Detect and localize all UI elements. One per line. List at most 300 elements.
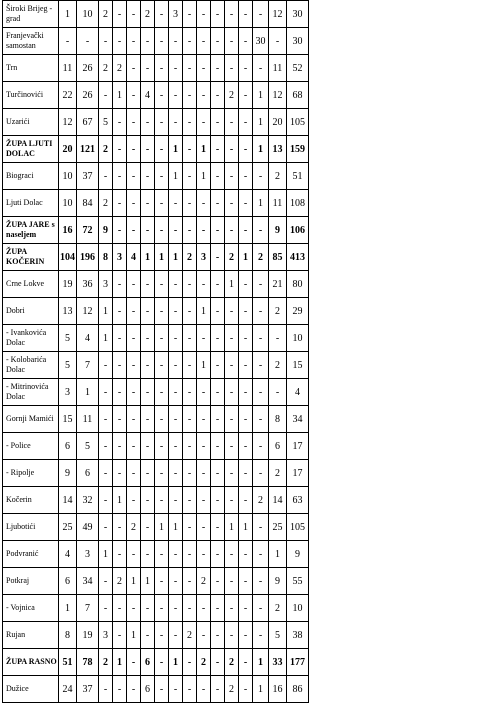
- table-cell: -: [225, 55, 239, 82]
- table-cell: -: [169, 676, 183, 703]
- table-row: [3, 487, 309, 514]
- table-cell: -: [155, 460, 169, 487]
- table-cell: -: [169, 325, 183, 352]
- table-cell: -: [211, 55, 225, 82]
- table-cell: 1: [197, 163, 211, 190]
- table-cell: 9: [59, 460, 77, 487]
- table-cell: 78: [77, 649, 99, 676]
- table-cell: -: [269, 325, 287, 352]
- table-cell: 7: [77, 595, 99, 622]
- table-cell: -: [239, 433, 253, 460]
- table-cell: -: [239, 352, 253, 379]
- table-cell: -: [239, 136, 253, 163]
- table-cell: 14: [59, 487, 77, 514]
- table-cell: -: [225, 541, 239, 568]
- table-cell: -: [197, 190, 211, 217]
- table-cell: 25: [59, 514, 77, 541]
- table-cell: 80: [287, 271, 309, 298]
- table-cell: -: [169, 595, 183, 622]
- table-cell: 20: [269, 109, 287, 136]
- table-cell: -: [141, 28, 155, 55]
- table-cell: -: [253, 352, 269, 379]
- table-cell: -: [155, 136, 169, 163]
- table-cell: -: [183, 190, 197, 217]
- table-cell: -: [155, 82, 169, 109]
- table-cell: -: [141, 541, 155, 568]
- table-cell: -: [113, 298, 127, 325]
- table-cell: 177: [287, 649, 309, 676]
- table-cell: -: [183, 514, 197, 541]
- table-cell: 51: [287, 163, 309, 190]
- table-cell: -: [183, 298, 197, 325]
- row-label: - Kolobarića Dolac: [3, 352, 59, 379]
- table-cell: -: [183, 163, 197, 190]
- table-cell: 196: [77, 244, 99, 271]
- table-cell: -: [141, 487, 155, 514]
- table-cell: 1: [169, 514, 183, 541]
- table-cell: 10: [287, 325, 309, 352]
- table-cell: -: [113, 1, 127, 28]
- table-cell: 16: [59, 217, 77, 244]
- table-cell: -: [211, 1, 225, 28]
- table-cell: -: [169, 541, 183, 568]
- table-cell: -: [113, 460, 127, 487]
- table-cell: -: [253, 406, 269, 433]
- table-row: [3, 406, 309, 433]
- table-cell: 84: [77, 190, 99, 217]
- table-cell: -: [141, 217, 155, 244]
- table-cell: 1: [169, 649, 183, 676]
- table-cell: -: [169, 622, 183, 649]
- table-cell: -: [197, 82, 211, 109]
- row-label: ŽUPA KOČERIN: [3, 244, 59, 271]
- table-cell: -: [113, 541, 127, 568]
- table-cell: -: [141, 433, 155, 460]
- table-cell: -: [253, 325, 269, 352]
- table-cell: -: [155, 109, 169, 136]
- table-cell: -: [141, 352, 155, 379]
- table-cell: -: [127, 298, 141, 325]
- table-cell: 12: [59, 109, 77, 136]
- table-cell: -: [99, 568, 113, 595]
- table-cell: -: [225, 406, 239, 433]
- table-cell: -: [141, 595, 155, 622]
- table-cell: 1: [269, 541, 287, 568]
- table-cell: -: [239, 541, 253, 568]
- table-cell: -: [99, 487, 113, 514]
- table-cell: 413: [287, 244, 309, 271]
- table-cell: 72: [77, 217, 99, 244]
- table-cell: 1: [155, 514, 169, 541]
- table-cell: -: [141, 622, 155, 649]
- table-cell: 2: [225, 649, 239, 676]
- table-cell: 1: [155, 244, 169, 271]
- table-cell: 51: [59, 649, 77, 676]
- table-cell: 25: [269, 514, 287, 541]
- table-cell: -: [211, 28, 225, 55]
- row-label: - Vojnica: [3, 595, 59, 622]
- table-cell: 1: [253, 82, 269, 109]
- table-cell: -: [211, 541, 225, 568]
- row-label: Potkraj: [3, 568, 59, 595]
- table-cell: -: [113, 136, 127, 163]
- table-cell: -: [155, 325, 169, 352]
- table-cell: -: [141, 514, 155, 541]
- table-cell: -: [155, 676, 169, 703]
- table-row: [3, 676, 309, 703]
- table-cell: -: [141, 109, 155, 136]
- table-cell: -: [197, 622, 211, 649]
- table-row: [3, 460, 309, 487]
- table-cell: 1: [197, 352, 211, 379]
- table-cell: -: [59, 28, 77, 55]
- table-cell: -: [225, 568, 239, 595]
- table-cell: -: [141, 460, 155, 487]
- table-cell: 5: [59, 325, 77, 352]
- table-cell: -: [169, 379, 183, 406]
- table-cell: -: [113, 433, 127, 460]
- table-cell: -: [155, 541, 169, 568]
- table-cell: 1: [169, 136, 183, 163]
- table-cell: -: [225, 352, 239, 379]
- table-cell: -: [183, 676, 197, 703]
- table-cell: -: [225, 136, 239, 163]
- table-cell: 1: [253, 136, 269, 163]
- table-cell: -: [183, 406, 197, 433]
- table-row: [3, 271, 309, 298]
- table-cell: -: [141, 190, 155, 217]
- table-cell: 34: [287, 406, 309, 433]
- table-cell: -: [155, 406, 169, 433]
- table-cell: 1: [113, 82, 127, 109]
- table-cell: 1: [225, 271, 239, 298]
- table-cell: -: [127, 109, 141, 136]
- table-cell: -: [183, 460, 197, 487]
- table-cell: -: [211, 82, 225, 109]
- table-cell: 1: [169, 244, 183, 271]
- table-cell: -: [239, 298, 253, 325]
- table-cell: -: [197, 676, 211, 703]
- table-cell: -: [197, 1, 211, 28]
- table-cell: 33: [269, 649, 287, 676]
- row-label: - Police: [3, 433, 59, 460]
- table-cell: 2: [225, 82, 239, 109]
- table-row: [3, 514, 309, 541]
- table-cell: 6: [141, 649, 155, 676]
- table-cell: -: [239, 622, 253, 649]
- table-cell: -: [99, 676, 113, 703]
- table-cell: -: [127, 55, 141, 82]
- table-cell: 1: [197, 136, 211, 163]
- table-cell: 13: [59, 298, 77, 325]
- table-cell: 2: [225, 244, 239, 271]
- table-cell: 1: [253, 676, 269, 703]
- table-cell: 1: [99, 298, 113, 325]
- table-cell: -: [225, 460, 239, 487]
- table-cell: -: [239, 55, 253, 82]
- table-cell: -: [113, 676, 127, 703]
- table-cell: -: [155, 1, 169, 28]
- table-cell: 3: [59, 379, 77, 406]
- table-cell: -: [225, 622, 239, 649]
- table-cell: 20: [59, 136, 77, 163]
- table-cell: 11: [77, 406, 99, 433]
- table-cell: 55: [287, 568, 309, 595]
- table-cell: -: [239, 28, 253, 55]
- table-cell: -: [225, 433, 239, 460]
- table-cell: -: [225, 190, 239, 217]
- table-cell: -: [239, 406, 253, 433]
- table-cell: -: [127, 433, 141, 460]
- table-cell: 9: [269, 568, 287, 595]
- table-cell: -: [183, 595, 197, 622]
- table-cell: 3: [113, 244, 127, 271]
- table-cell: -: [183, 109, 197, 136]
- table-row: [3, 541, 309, 568]
- table-cell: 1: [253, 649, 269, 676]
- table-cell: 10: [59, 163, 77, 190]
- row-label: - Ivankovića Dolac: [3, 325, 59, 352]
- table-cell: 3: [169, 1, 183, 28]
- table-cell: 1: [225, 514, 239, 541]
- table-cell: 2: [183, 622, 197, 649]
- row-label: Podvranić: [3, 541, 59, 568]
- table-cell: 17: [287, 460, 309, 487]
- table-cell: -: [169, 82, 183, 109]
- table-row: [3, 217, 309, 244]
- table-cell: 1: [59, 595, 77, 622]
- table-cell: -: [211, 217, 225, 244]
- table-cell: -: [197, 514, 211, 541]
- table-cell: 17: [287, 433, 309, 460]
- table-cell: -: [225, 28, 239, 55]
- table-cell: -: [239, 568, 253, 595]
- table-cell: 2: [113, 568, 127, 595]
- table-cell: 2: [269, 595, 287, 622]
- row-label: Široki Brijeg - grad: [3, 1, 59, 28]
- table-cell: -: [127, 379, 141, 406]
- table-cell: 9: [287, 541, 309, 568]
- table-cell: 3: [99, 271, 113, 298]
- table-cell: 1: [113, 649, 127, 676]
- table-cell: 30: [287, 1, 309, 28]
- table-cell: -: [253, 163, 269, 190]
- table-cell: -: [197, 433, 211, 460]
- table-cell: 2: [183, 244, 197, 271]
- table-cell: 32: [77, 487, 99, 514]
- table-cell: -: [183, 136, 197, 163]
- table-cell: -: [183, 325, 197, 352]
- table-cell: 4: [141, 82, 155, 109]
- table-row: [3, 82, 309, 109]
- table-cell: 5: [99, 109, 113, 136]
- table-cell: 30: [287, 28, 309, 55]
- table-cell: 105: [287, 514, 309, 541]
- table-cell: 2: [127, 514, 141, 541]
- table-cell: 11: [59, 55, 77, 82]
- table-cell: -: [183, 55, 197, 82]
- table-cell: -: [155, 217, 169, 244]
- table-cell: -: [211, 298, 225, 325]
- table-cell: -: [225, 217, 239, 244]
- table-cell: -: [99, 595, 113, 622]
- table-cell: 3: [99, 622, 113, 649]
- table-cell: -: [239, 379, 253, 406]
- table-cell: -: [225, 595, 239, 622]
- table-cell: -: [127, 82, 141, 109]
- table-cell: 2: [269, 352, 287, 379]
- table-cell: -: [155, 433, 169, 460]
- table-cell: 2: [253, 487, 269, 514]
- table-cell: 5: [59, 352, 77, 379]
- table-cell: -: [169, 352, 183, 379]
- table-cell: -: [155, 379, 169, 406]
- table-cell: 108: [287, 190, 309, 217]
- table-cell: -: [99, 514, 113, 541]
- table-cell: -: [113, 595, 127, 622]
- table-cell: 2: [269, 163, 287, 190]
- table-cell: -: [239, 82, 253, 109]
- table-row: [3, 190, 309, 217]
- table-cell: -: [225, 109, 239, 136]
- table-cell: 3: [197, 244, 211, 271]
- table-cell: 1: [253, 109, 269, 136]
- row-label: Uzarići: [3, 109, 59, 136]
- table-cell: 2: [141, 1, 155, 28]
- table-cell: 26: [77, 82, 99, 109]
- table-cell: -: [141, 379, 155, 406]
- table-cell: -: [77, 28, 99, 55]
- row-label: Rujan: [3, 622, 59, 649]
- table-cell: 63: [287, 487, 309, 514]
- table-cell: -: [197, 109, 211, 136]
- table-cell: -: [211, 676, 225, 703]
- table-cell: -: [197, 379, 211, 406]
- table-cell: -: [269, 379, 287, 406]
- row-label: ŽUPA RASNO: [3, 649, 59, 676]
- table-cell: 68: [287, 82, 309, 109]
- table-cell: -: [211, 325, 225, 352]
- table-cell: -: [127, 649, 141, 676]
- table-cell: 85: [269, 244, 287, 271]
- table-cell: 2: [197, 649, 211, 676]
- table-cell: 1: [141, 244, 155, 271]
- table-cell: -: [99, 28, 113, 55]
- table-cell: -: [225, 298, 239, 325]
- table-cell: -: [113, 325, 127, 352]
- table-cell: 22: [59, 82, 77, 109]
- table-cell: 30: [253, 28, 269, 55]
- table-cell: -: [211, 595, 225, 622]
- table-cell: -: [225, 379, 239, 406]
- table-cell: 11: [269, 190, 287, 217]
- table-cell: -: [211, 622, 225, 649]
- table-row: [3, 622, 309, 649]
- table-cell: -: [253, 595, 269, 622]
- row-label: Dobri: [3, 298, 59, 325]
- table-cell: -: [169, 460, 183, 487]
- row-label: - Ripolje: [3, 460, 59, 487]
- row-label: Trn: [3, 55, 59, 82]
- table-cell: -: [183, 487, 197, 514]
- table-cell: 15: [59, 406, 77, 433]
- table-cell: 21: [269, 271, 287, 298]
- table-cell: -: [211, 649, 225, 676]
- table-cell: -: [253, 622, 269, 649]
- table-cell: 14: [269, 487, 287, 514]
- table-cell: -: [141, 325, 155, 352]
- table-cell: -: [169, 406, 183, 433]
- table-cell: 8: [99, 244, 113, 271]
- table-cell: -: [239, 487, 253, 514]
- row-label: Dužice: [3, 676, 59, 703]
- table-cell: -: [183, 568, 197, 595]
- table-row: [3, 136, 309, 163]
- table-cell: -: [113, 514, 127, 541]
- table-cell: -: [127, 595, 141, 622]
- table-cell: -: [239, 190, 253, 217]
- table-cell: -: [197, 28, 211, 55]
- table-cell: 5: [269, 622, 287, 649]
- row-label: Ljubotići: [3, 514, 59, 541]
- table-cell: -: [225, 325, 239, 352]
- table-cell: 19: [59, 271, 77, 298]
- table-cell: -: [211, 352, 225, 379]
- table-cell: -: [169, 568, 183, 595]
- table-row: [3, 433, 309, 460]
- table-cell: 6: [269, 433, 287, 460]
- table-cell: -: [239, 109, 253, 136]
- table-cell: -: [155, 28, 169, 55]
- row-label: Gornji Mamići: [3, 406, 59, 433]
- table-cell: 6: [59, 568, 77, 595]
- table-row: [3, 244, 309, 271]
- table-row: [3, 55, 309, 82]
- table-cell: -: [113, 217, 127, 244]
- table-cell: 37: [77, 163, 99, 190]
- table-cell: -: [183, 433, 197, 460]
- table-cell: -: [183, 217, 197, 244]
- row-label: Franjevački samostan: [3, 28, 59, 55]
- table-cell: -: [239, 217, 253, 244]
- table-row: [3, 325, 309, 352]
- table-cell: 105: [287, 109, 309, 136]
- table-cell: -: [155, 487, 169, 514]
- table-cell: 1: [239, 514, 253, 541]
- table-cell: -: [155, 568, 169, 595]
- table-cell: 5: [77, 433, 99, 460]
- table-cell: -: [253, 433, 269, 460]
- table-cell: -: [155, 622, 169, 649]
- table-cell: 6: [77, 460, 99, 487]
- table-cell: -: [183, 28, 197, 55]
- table-cell: -: [127, 325, 141, 352]
- table-cell: 24: [59, 676, 77, 703]
- table-cell: 2: [253, 244, 269, 271]
- table-cell: -: [141, 136, 155, 163]
- table-cell: -: [197, 541, 211, 568]
- table-cell: -: [269, 28, 287, 55]
- table-cell: 2: [99, 55, 113, 82]
- table-cell: 1: [77, 379, 99, 406]
- table-cell: -: [169, 433, 183, 460]
- table-cell: -: [253, 1, 269, 28]
- table-cell: 11: [269, 55, 287, 82]
- table-cell: -: [239, 271, 253, 298]
- table-cell: -: [225, 487, 239, 514]
- table-cell: -: [169, 217, 183, 244]
- table-cell: 8: [59, 622, 77, 649]
